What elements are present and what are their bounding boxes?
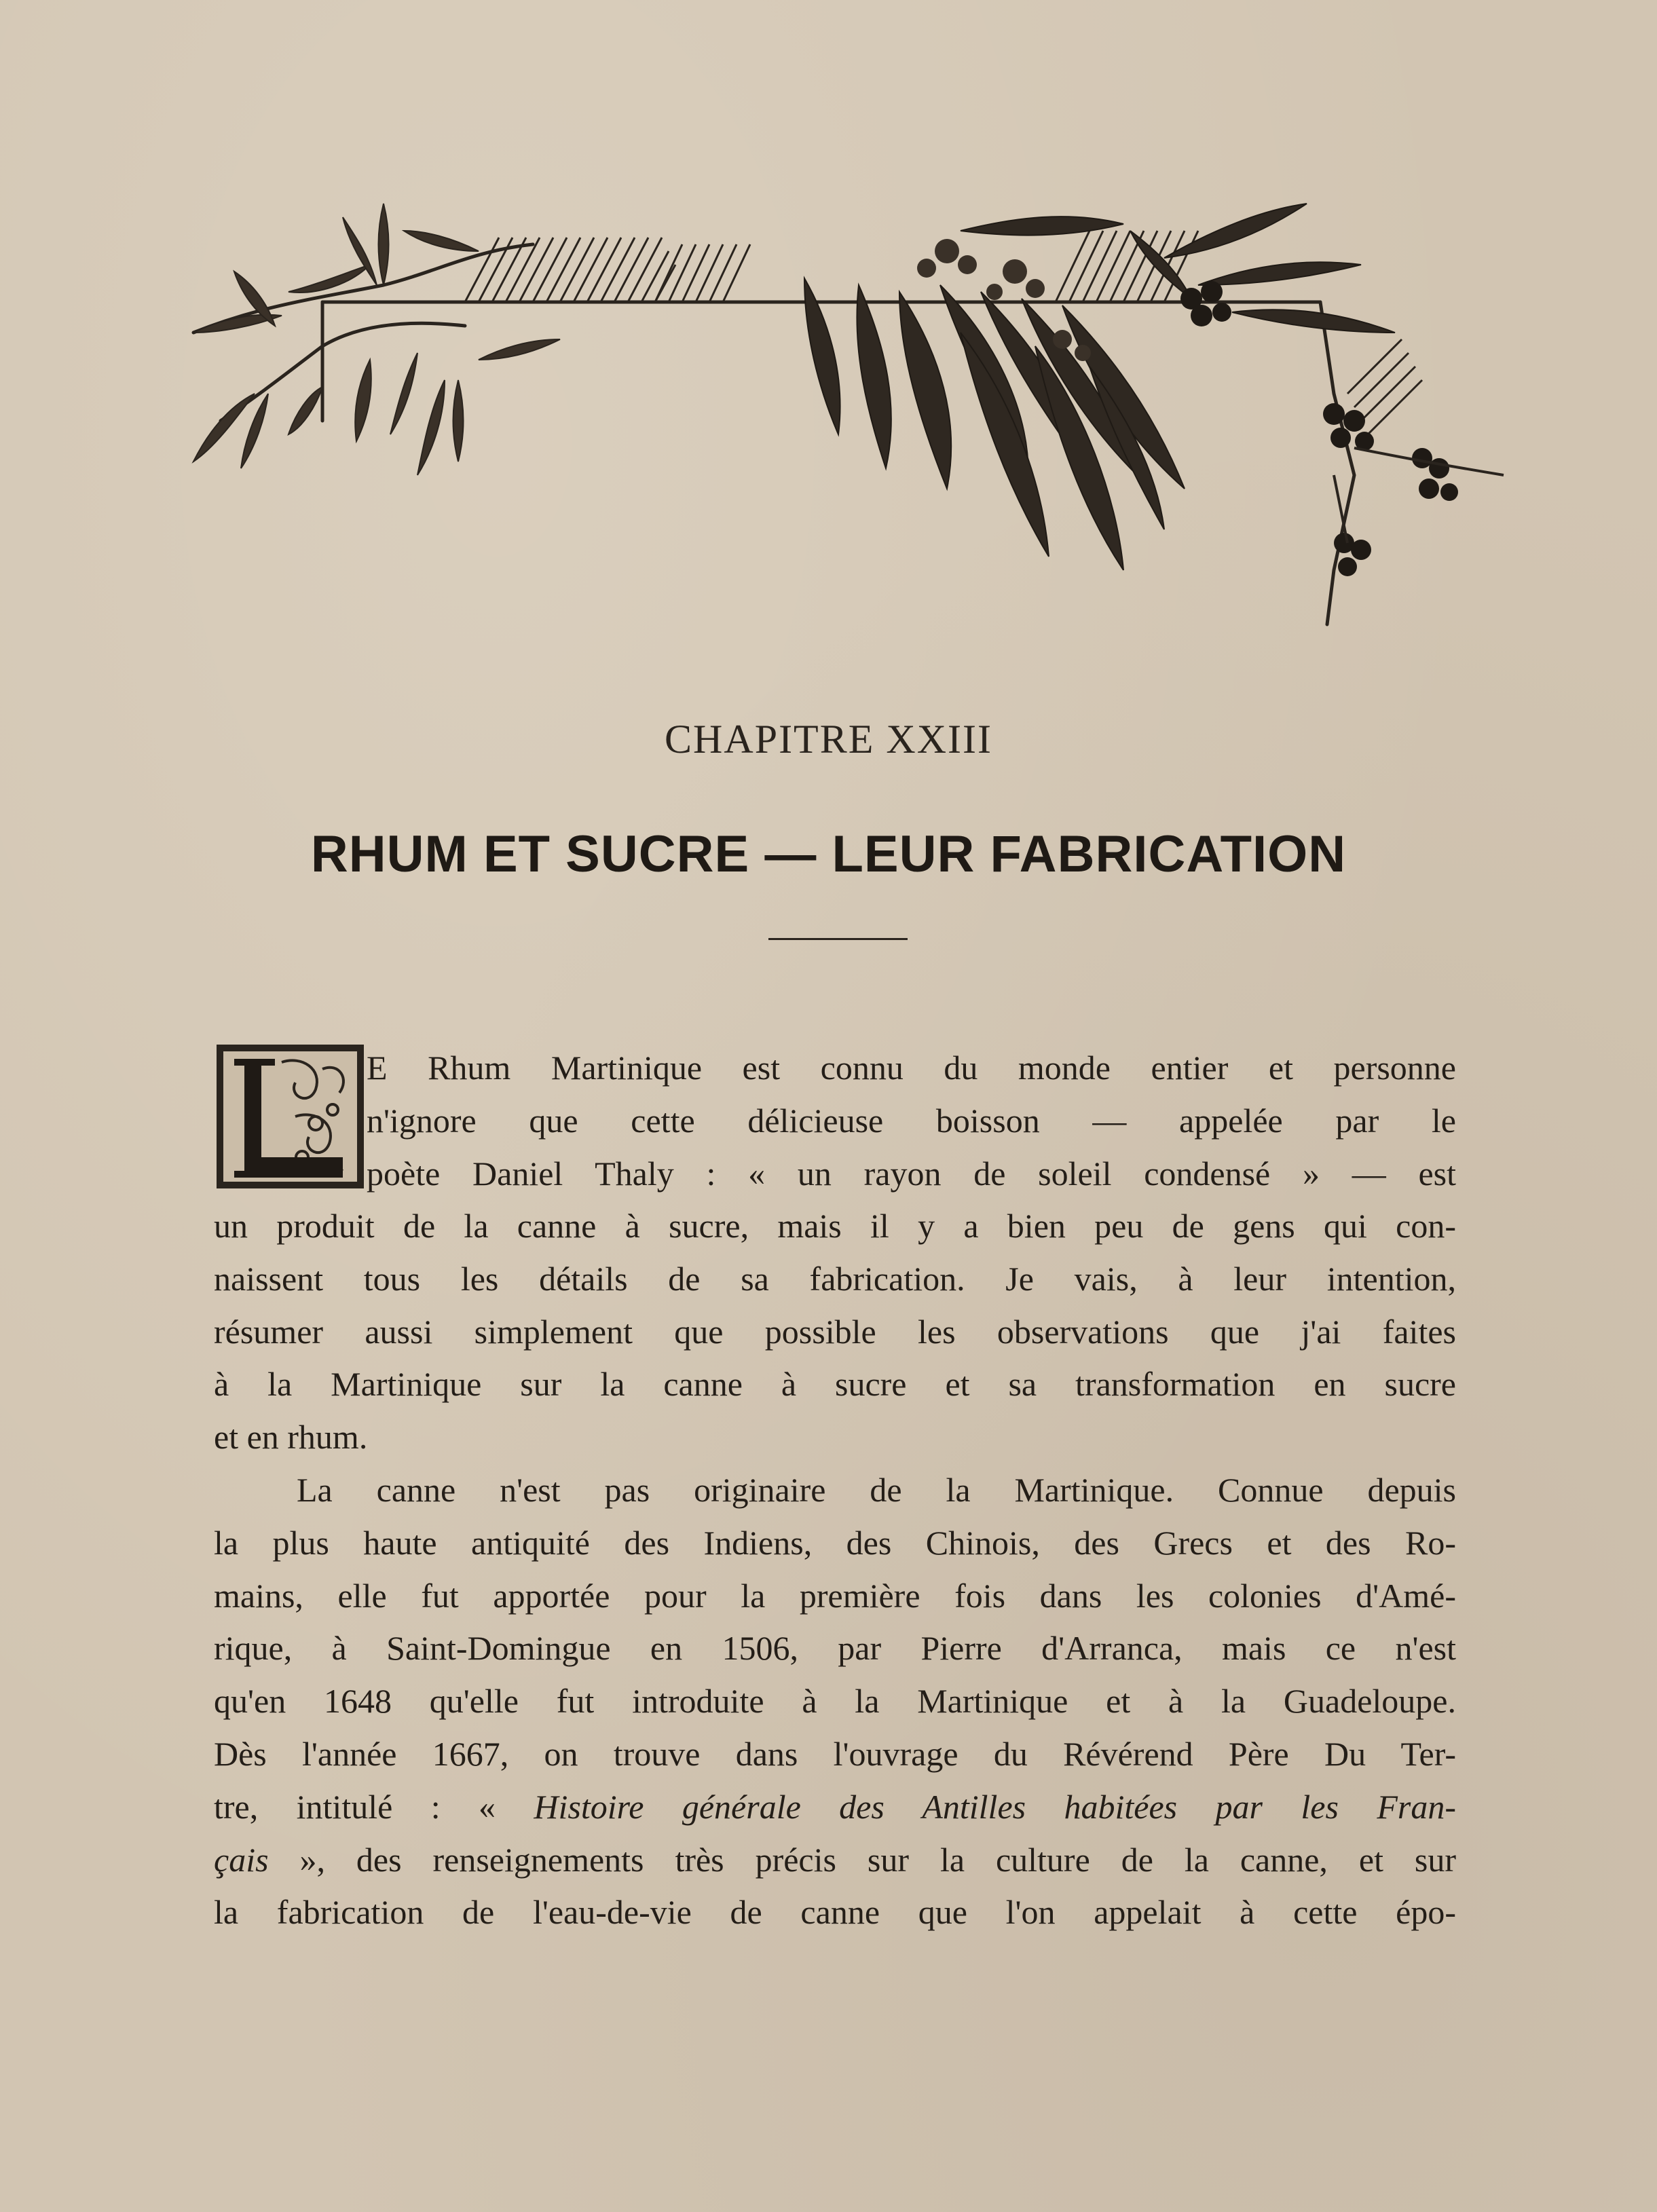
- text-line: résumer aussi simplement que possible les observations que j'ai faites: [214, 1312, 1456, 1351]
- paragraph-1-opening: [367, 1042, 1456, 1200]
- chapter-title: RHUM ET SUCRE — LEUR FABRICATION: [310, 825, 1347, 883]
- text-line-with-italic: [214, 1781, 1456, 1834]
- text-fragment: », des renseignements très précis sur la culture de la canne, et sur: [268, 1840, 1456, 1879]
- text-line: rique, à Saint-Domingue en 1506, par Pierre d'Arranca, mais ce n'est: [214, 1629, 1456, 1668]
- book-title-italic-end: çais: [214, 1840, 269, 1879]
- chapter-label: CHAPITRE XXIII: [665, 717, 992, 762]
- text-line: Dès l'année 1667, on trouve dans l'ouvrage du Révérend Père Du Ter-: [214, 1734, 1456, 1773]
- text-line: la fabrication de l'eau-de-vie de canne que l'on appelait à cette épo-: [214, 1893, 1456, 1932]
- text-fragment: tre, intitulé : «: [214, 1787, 534, 1826]
- text-line: E Rhum Martinique est connu du monde entier et personne: [367, 1049, 1456, 1087]
- text-line: à la Martinique sur la canne à sucre et sa transformation en sucre: [214, 1365, 1456, 1404]
- text-line: mains, elle fut apportée pour la première fois dans les colonies d'Amé-: [214, 1576, 1456, 1615]
- text-line: naissent tous les détails de sa fabrication. Je vais, à leur intention,: [214, 1259, 1456, 1298]
- text-line: n'ignore que cette délicieuse boisson — appelée par le: [367, 1101, 1456, 1140]
- text-line: et en rhum.: [214, 1418, 368, 1457]
- text-line: qu'en 1648 qu'elle fut introduite à la Martinique et à la Guadeloupe.: [214, 1682, 1456, 1721]
- text-line: un produit de la canne à sucre, mais il y a bien peu de gens qui con-: [214, 1207, 1456, 1245]
- text-line: La canne n'est pas originaire de la Martinique. Connue depuis: [297, 1470, 1456, 1509]
- foliage-vignette-icon: [180, 190, 1510, 638]
- book-title-italic: Histoire générale des Antilles habitées par les Fran-: [534, 1787, 1456, 1826]
- text-line: la plus haute antiquité des Indiens, des Chinois, des Grecs et des Ro-: [214, 1523, 1456, 1562]
- title-divider: [768, 938, 908, 940]
- dropcap-letter-l-icon: [214, 1042, 367, 1191]
- body-text: [214, 1200, 1456, 1939]
- text-line: poète Daniel Thaly : « un rayon de soleil condensé » — est: [367, 1154, 1456, 1193]
- text-line-with-italic: [214, 1834, 1456, 1887]
